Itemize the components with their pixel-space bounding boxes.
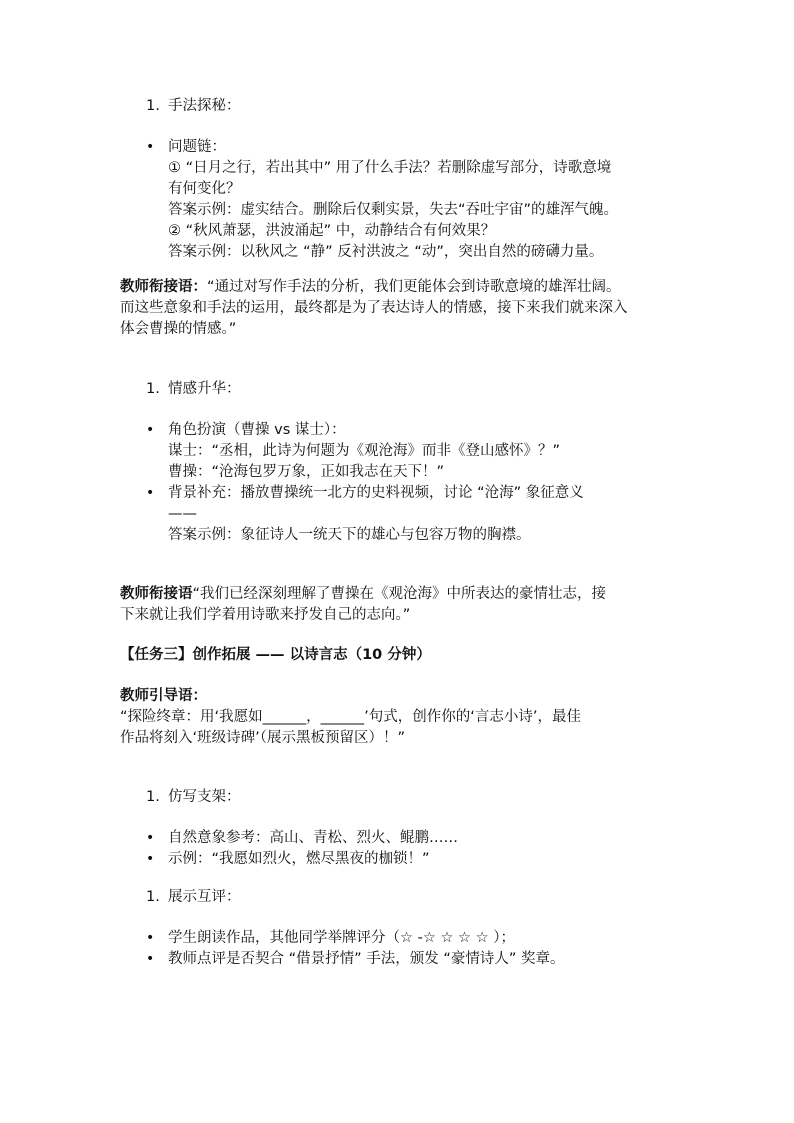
- answer-2: 答案示例：以秋风之 “静” 反衬洪波之 “动”，突出自然的磅礴力量。: [168, 244, 604, 260]
- bullet-icon: •: [146, 930, 155, 946]
- list-item-teacher-comment: [146, 949, 686, 970]
- list-item-example: [146, 849, 686, 870]
- background-answer: 答案示例：象征诗人一统天下的雄心与包容万物的胸襟。: [168, 527, 531, 543]
- teacher-guide: [120, 686, 680, 749]
- background-line-2: ——: [168, 506, 197, 522]
- peer-review-text: 学生朗读作品，其他同学举牌评分（: [168, 930, 400, 946]
- section-heading-emotion: [146, 379, 241, 400]
- task-heading: 【任务三】创作拓展 —— 以诗言志（10 分钟）: [120, 647, 431, 663]
- list-number: 1.: [146, 789, 160, 805]
- section-heading-imitation: [146, 787, 241, 808]
- list-item-peer-review: [146, 928, 686, 949]
- list-item-imagery: [146, 828, 686, 849]
- teacher-transition-1: [120, 277, 680, 340]
- question-1-line-1: ① “日月之行，若出其中” 用了什么手法？若删除虚写部分，诗歌意境: [168, 160, 612, 176]
- bullet-icon: •: [146, 830, 155, 846]
- role-play-line-advisor: 谋士：“丞相，此诗为何题为《观沧海》而非《登山感怀》？”: [168, 443, 561, 459]
- imagery-reference: 自然意象参考：高山、青松、烈火、鲲鹏……: [168, 830, 458, 846]
- teacher-comment: 教师点评是否契合 “借景抒情” 手法，颁发 “豪情诗人” 奖章。: [168, 951, 565, 967]
- bullet-icon: •: [146, 851, 155, 867]
- task-three-heading: [120, 645, 680, 666]
- list-item-question-chain: [146, 137, 686, 263]
- transition-label: 教师衔接语: [120, 586, 193, 602]
- background-line-1: 背景补充：播放曹操统一北方的史料视频，讨论 “沧海” 象征意义: [168, 485, 584, 501]
- list-number: 1.: [146, 381, 160, 397]
- bullet-icon: •: [146, 485, 155, 501]
- section-title: 仿写支架：: [168, 789, 241, 805]
- guide-line-2: 作品将刻入‘班级诗碑’（展示黑板预留区）！”: [120, 730, 405, 746]
- example-line: 示例：“我愿如烈火，燃尽黑夜的枷锁！”: [168, 851, 430, 867]
- list-number: 1.: [146, 98, 160, 114]
- guide-line-1: “探险终章：用‘我愿如______，______’句式，创作你的‘言志小诗’，最佳: [120, 709, 581, 725]
- teacher-transition-2: [120, 584, 680, 626]
- star-rating-icons: ☆ -☆ ☆ ☆ ☆: [400, 930, 489, 946]
- transition-text-line-1: “我们已经深刻理解了曹操在《观沧海》中所表达的豪情壮志，接: [192, 586, 607, 602]
- bullet-label: 问题链：: [168, 139, 226, 155]
- role-play-line-caocao: 曹操：“沧海包罗万象，正如我志在天下！”: [168, 464, 445, 480]
- section-title: 展示互评：: [168, 889, 241, 905]
- section-title: 情感升华：: [168, 381, 241, 397]
- transition-text-line-1: “通过对写作手法的分析，我们更能体会到诗歌意境的雄浑壮阔。: [207, 279, 621, 295]
- list-item-background: [146, 483, 686, 546]
- list-number: 1.: [146, 889, 160, 905]
- question-1-line-2: 有何变化？: [168, 181, 241, 197]
- transition-text-line-2: 下来就让我们学着用诗歌来抒发自己的志向。”: [120, 607, 411, 623]
- transition-text-line-2: 而这些意象和手法的运用，最终都是为了表达诗人的情感，接下来我们就来深入: [120, 300, 628, 316]
- bullet-icon: •: [146, 951, 155, 967]
- question-2: ② “秋风萧瑟，洪波涌起” 中，动静结合有何效果？: [168, 223, 496, 239]
- section-heading-technique: [146, 96, 241, 117]
- bullet-icon: •: [146, 422, 155, 438]
- role-play-label: 角色扮演（曹操 vs 谋士）：: [168, 422, 346, 438]
- peer-review-end: ）；: [488, 930, 516, 946]
- guide-label: 教师引导语：: [120, 688, 207, 704]
- section-heading-showcase: [146, 887, 241, 908]
- bullet-icon: •: [146, 139, 155, 155]
- list-item-role-play: [146, 420, 686, 483]
- answer-1: 答案示例：虚实结合。删除后仅剩实景，失去“吞吐宇宙”的雄浑气魄。: [168, 202, 619, 218]
- transition-label: 教师衔接语：: [120, 279, 207, 295]
- transition-text-line-3: 体会曹操的情感。”: [120, 321, 237, 337]
- section-title: 手法探秘：: [168, 98, 241, 114]
